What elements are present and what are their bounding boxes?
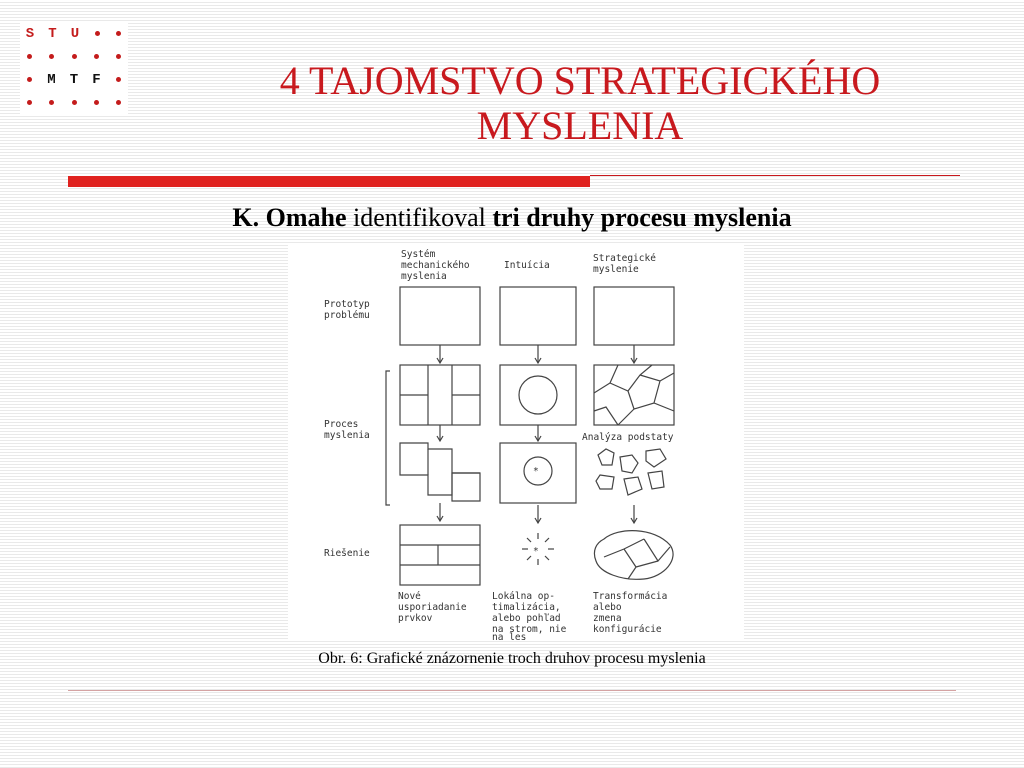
subtitle-verb: identifikoval — [352, 203, 486, 232]
col1-prototype-box — [400, 287, 480, 345]
figure-caption: Obr. 6: Grafické znázornenie troch druhov procesu myslenia — [318, 650, 706, 667]
slide-subtitle — [0, 203, 1024, 233]
row3-label: Riešenie — [324, 548, 370, 559]
logo-letter-t: T — [48, 25, 57, 42]
slide-title — [150, 58, 1010, 148]
row2-label: Proces — [324, 419, 359, 430]
col2-process-circle — [519, 376, 557, 414]
col1-process-box-b — [400, 443, 452, 495]
logo-letter-t2: T — [69, 71, 79, 88]
svg-text:timalizácia,: timalizácia, — [492, 602, 561, 613]
svg-text:problému: problému — [324, 310, 370, 321]
process-bracket — [386, 371, 390, 505]
logo-letter-f: F — [92, 71, 101, 88]
logo-letter-u: U — [70, 25, 80, 42]
col2-process-box-a — [500, 365, 576, 425]
col2-prototype-box — [500, 287, 576, 345]
row1-label: Prototyp — [324, 299, 370, 310]
logo-letter-m: M — [47, 71, 56, 88]
svg-text:prvkov: prvkov — [398, 613, 433, 624]
col1-output: Nové — [398, 591, 421, 602]
svg-text:konfigurácie: konfigurácie — [593, 624, 662, 635]
svg-text:myslenie: myslenie — [593, 264, 639, 275]
svg-text:*: * — [533, 546, 539, 557]
subtitle-emphasis: tri druhy procesu myslenia — [492, 203, 792, 232]
analysis-label: Analýza podstaty — [582, 432, 674, 443]
svg-text:usporiadanie: usporiadanie — [398, 602, 467, 613]
stu-mtf-logo — [20, 22, 128, 114]
col3-header: Strategické — [593, 253, 656, 264]
thinking-types-diagram — [288, 243, 744, 640]
svg-text:alebo pohľad: alebo pohľad — [492, 613, 561, 624]
col2-output: Lokálna op- — [492, 591, 555, 602]
col1-header: Systém — [401, 249, 436, 260]
svg-text:myslenia: myslenia — [324, 430, 370, 441]
col3-process-box — [594, 365, 674, 425]
col2-header: Intuícia — [504, 260, 550, 271]
col3-prototype-box — [594, 287, 674, 345]
svg-text:mechanického: mechanického — [401, 260, 470, 271]
svg-text:*: * — [533, 466, 539, 477]
title-line-1: 4 TAJOMSTVO STRATEGICKÉHO — [279, 58, 881, 103]
col3-solution-blob — [594, 531, 673, 580]
col3-output: Transformácia — [593, 591, 668, 602]
title-underline-thin — [590, 175, 960, 176]
svg-text:na strom, nie: na strom, nie — [492, 624, 567, 635]
col1-solution-box — [400, 525, 480, 585]
subtitle-author: K. Omahe — [232, 203, 347, 232]
svg-text:myslenia: myslenia — [401, 271, 447, 282]
svg-text:alebo: alebo — [593, 602, 622, 613]
svg-text:zmena: zmena — [593, 613, 622, 624]
title-line-2: MYSLENIA — [476, 103, 684, 148]
bottom-divider — [68, 690, 956, 691]
logo-letter-s: S — [25, 25, 35, 42]
col3-fragments — [596, 449, 666, 495]
svg-text:na les: na les — [492, 632, 527, 640]
title-underline-red — [68, 176, 590, 187]
